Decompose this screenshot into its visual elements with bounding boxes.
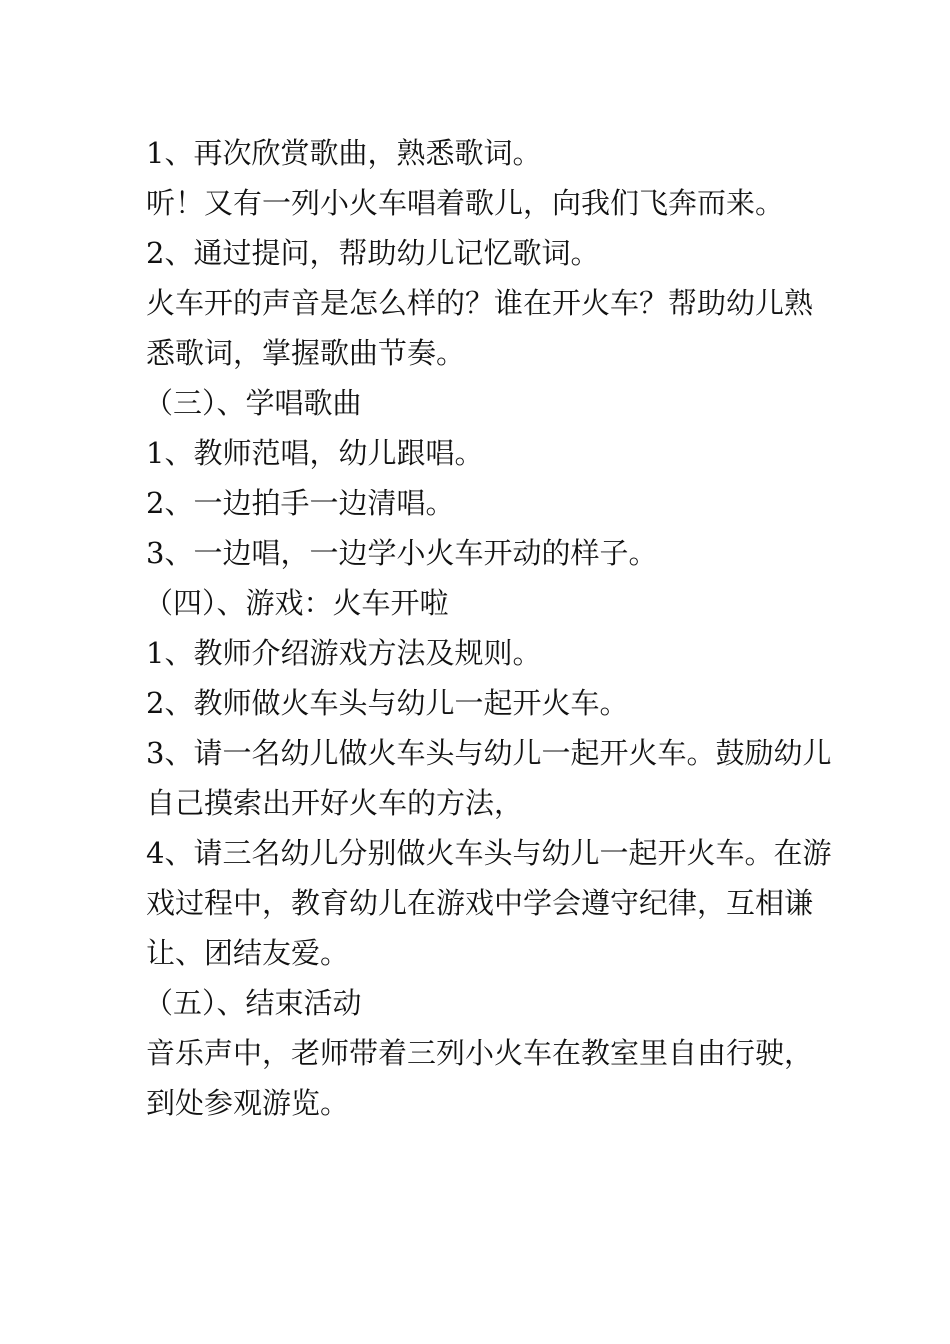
section-heading-game: （四）、游戏：火车开啦: [144, 586, 449, 620]
paragraph-text: 听！又有一列小火车唱着歌儿，向我们飞奔而来。: [146, 186, 785, 220]
paragraph-text: 音乐声中，老师带着三列小火车在教室里自由行驶，: [146, 1036, 814, 1070]
section-heading-learn-song: （三）、学唱歌曲: [144, 386, 362, 420]
paragraph-text: 悉歌词，掌握歌曲节奏。: [146, 336, 466, 370]
step-clap-sing: 2、一边拍手一边清唱。: [146, 486, 455, 520]
document-body: [144, 128, 832, 1128]
step-child-train: 3、请一名幼儿做火车头与幼儿一起开火车。鼓励幼儿: [146, 736, 832, 770]
step-sing-move: 3、一边唱，一边学小火车开动的样子。: [146, 536, 658, 570]
paragraph-text: 自己摸索出开好火车的方法，: [146, 786, 524, 820]
step-questions: 2、通过提问，帮助幼儿记忆歌词。: [146, 236, 600, 270]
step-teacher-train: 2、教师做火车头与幼儿一起开火车。: [146, 686, 629, 720]
paragraph-text: 火车开的声音是怎么样的？谁在开火车？帮助幼儿熟: [146, 286, 814, 320]
step-game-rules: 1、教师介绍游戏方法及规则。: [146, 636, 542, 670]
step-three-trains: 4、请三名幼儿分别做火车头与幼儿一起开火车。在游: [146, 836, 832, 870]
paragraph-text: 戏过程中，教育幼儿在游戏中学会遵守纪律，互相谦: [146, 886, 814, 920]
section-heading-ending: （五）、结束活动: [144, 986, 362, 1020]
paragraph-text: 到处参观游览。: [146, 1086, 350, 1120]
step-teacher-sing: 1、教师范唱，幼儿跟唱。: [146, 436, 484, 470]
step-enjoy-song: 1、再次欣赏歌曲，熟悉歌词。: [146, 136, 542, 170]
paragraph-text: 让、团结友爱。: [146, 936, 350, 970]
